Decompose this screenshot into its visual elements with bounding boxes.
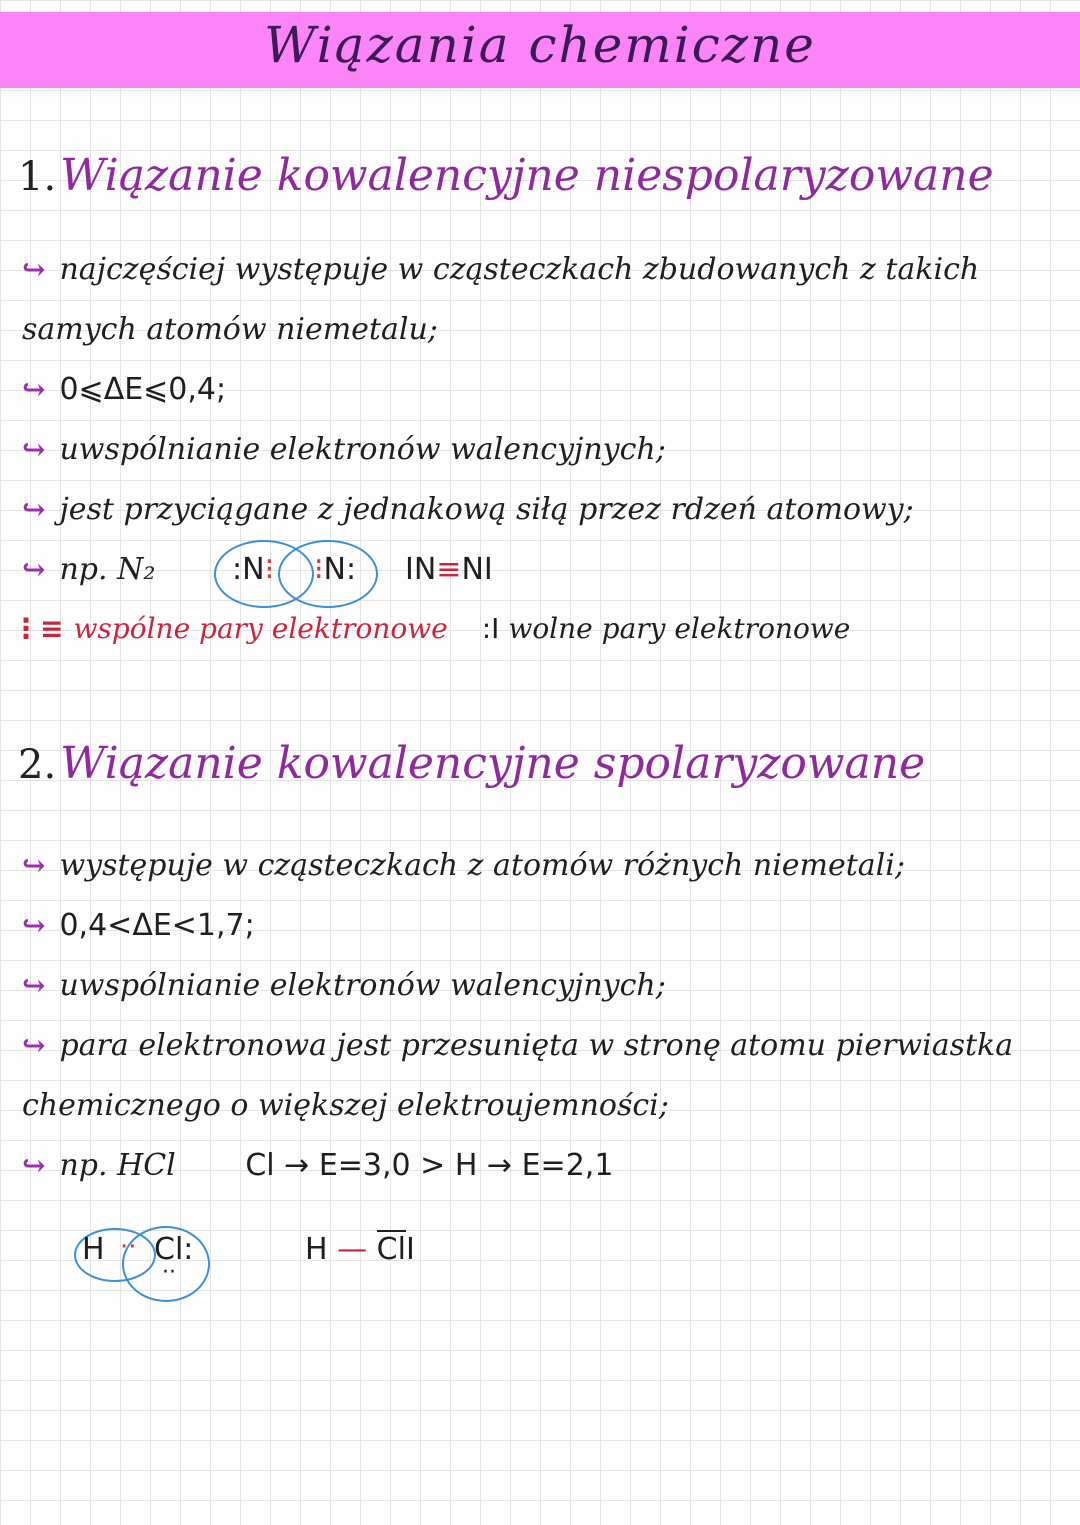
arrow-icon: ↪ [22,553,46,586]
section2-heading [18,738,925,789]
legend [12,612,850,645]
list-item: ↪ para elektronowa jest przesunięta w stronę atomu pierwiastka [22,1028,1014,1063]
example-label: np. HCl [59,1148,176,1183]
page-title: Wiązania chemiczne [264,16,816,74]
section1-heading [18,150,994,201]
lewis-cl-bottom-pair: ·· [162,1260,176,1285]
electronegativity-comparison: Cl → E=3,0 > H → E=2,1 [245,1148,614,1183]
legend-red-text: wspólne pary elektronowe [73,612,448,645]
lewis-shared-pair: ·· [120,1232,137,1262]
list-item: ↪ 0⩽ΔE⩽0,4; [22,372,227,407]
arrow-icon: ↪ [22,969,46,1002]
lewis-n-right: ⁝N: [314,552,357,587]
section2-heading-text: Wiązanie kowalencyjne spolaryzowane [60,738,926,789]
section1-number: 1. [18,154,57,200]
list-item: ↪ uwspólnianie elektronów walencyjnych; [22,432,666,467]
section1-heading-text: Wiązanie kowalencyjne niespolaryzowane [60,150,994,201]
section2-number: 2. [18,742,57,788]
list-item-example [22,1148,613,1183]
list-item-continuation: chemicznego o większej elektroujemności; [22,1088,669,1123]
arrow-icon: ↪ [22,493,46,526]
list-item: ↪ jest przyciągane z jednakową siłą przez rdzeń atomowy; [22,492,914,527]
list-item: ↪ 0,4<ΔE<1,7; [22,908,255,943]
legend-red-symbol: ⋮≡ [12,612,64,645]
arrow-icon: ↪ [22,373,46,406]
arrow-icon: ↪ [22,1149,46,1182]
legend-black-text: wolne pary elektronowe [508,612,851,645]
structural-formula-hcl: H — ClI [305,1232,415,1267]
structural-formula-n2: IN≡NI [405,552,493,587]
list-item: ↪ uwspólnianie elektronów walencyjnych; [22,968,666,1003]
list-item-continuation: samych atomów niemetalu; [22,312,438,347]
arrow-icon: ↪ [22,433,46,466]
list-item: ↪ występuje w cząsteczkach z atomów różnych niemetali; [22,848,905,883]
lewis-h: H [82,1232,105,1267]
lewis-cl: Cl: [154,1232,194,1267]
list-item: ↪ najczęściej występuje w cząsteczkach zbudowanych z takich [22,252,980,287]
list-item-example [22,552,155,587]
arrow-icon: ↪ [22,849,46,882]
arrow-icon: ↪ [22,253,46,286]
lewis-n-left: :N⁝ [232,552,275,587]
arrow-icon: ↪ [22,1029,46,1062]
arrow-icon: ↪ [22,909,46,942]
example-label: np. N₂ [59,552,156,587]
legend-black-symbol: :I [481,612,500,645]
